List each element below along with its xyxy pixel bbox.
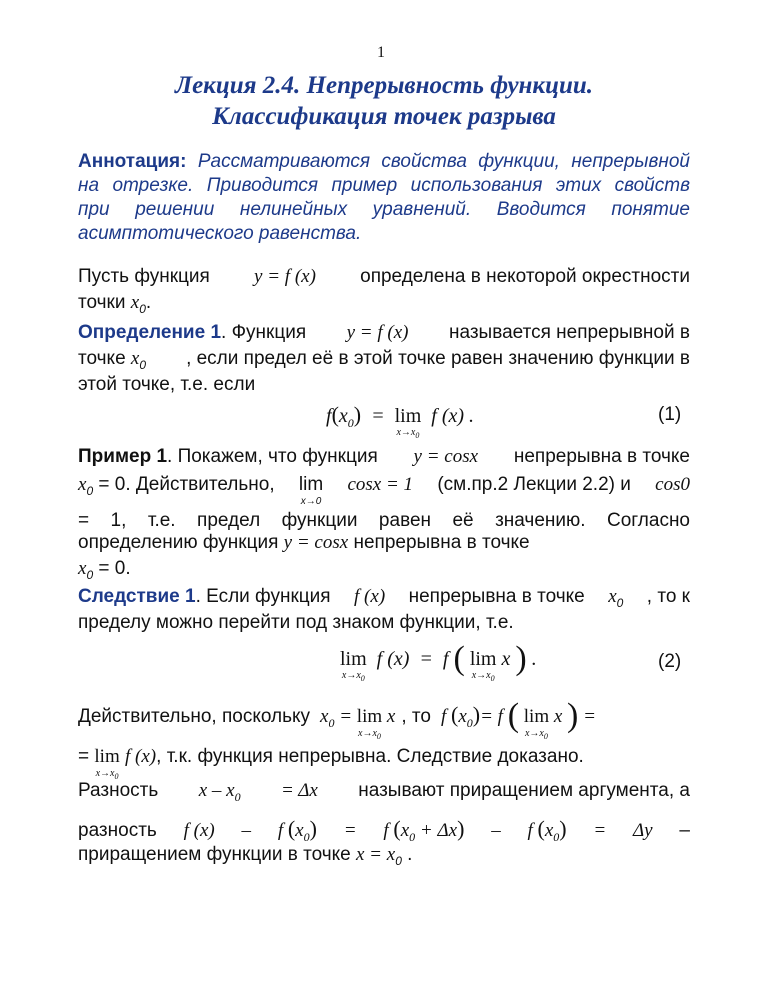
- proof-text: , то: [401, 706, 431, 727]
- var-x: x: [130, 292, 140, 313]
- formula: x – x: [198, 780, 235, 801]
- formula: f (x): [354, 586, 386, 607]
- ex-text: = 0.: [98, 558, 131, 579]
- formula: cosx = 1: [347, 474, 414, 495]
- def-text: называется непрерывной в: [448, 322, 690, 343]
- ex-text: непрерывна в точке: [513, 446, 690, 467]
- cor-text: . Если функция: [195, 586, 331, 607]
- formula: x = x: [356, 844, 396, 865]
- definition-label: Определение 1: [78, 322, 222, 343]
- example-label: Пример 1: [78, 446, 168, 467]
- cor-text: пределу можно перейти под знаком функции, т.е.: [78, 612, 514, 633]
- inc-text: приращением функции в точке: [78, 844, 351, 865]
- increment-paragraph: Разность x – $x_0$ = Δx называют приращением аргумента, а разность f (x) – f $(x_0)$ = f $(x_0 + \Delta x)$ – f $(x_0)$ = Δy – приращением функции в точке $x = x_0$ .: [78, 780, 690, 868]
- intro-paragraph: [78, 266, 690, 314]
- intro-text: точки: [78, 292, 126, 313]
- formula: y = f (x): [346, 322, 409, 343]
- page-number: 1: [377, 44, 385, 61]
- def-text: , если предел её в этой точке равен значению функции в: [186, 348, 690, 369]
- annotation-line: на отрезке. Приводится пример использования этих свойств: [78, 175, 690, 196]
- inc-text: называют приращением аргумента, а: [358, 780, 690, 801]
- ex-text: (см.пр.2 Лекции 2.2) и: [437, 474, 631, 495]
- formula: cos0: [655, 474, 690, 495]
- formula: y = cosx: [413, 446, 479, 467]
- ex-text: непрерывна в точке: [353, 532, 530, 553]
- annotation-line: Рассматриваются свойства функции, непрерывной: [197, 151, 690, 172]
- cor-text: , то к: [646, 586, 690, 607]
- lim-operator: lim: [298, 474, 324, 495]
- equation-number: (1): [658, 404, 682, 425]
- ex-text: определению функция: [78, 532, 279, 553]
- lim-subscript: x→0: [300, 496, 322, 507]
- ex-text: = 1, т.е. предел функции равен её значению. Согласно: [78, 510, 690, 531]
- title-line-1: Лекция 2.4. Непрерывность функции.: [174, 72, 594, 99]
- equation-2: lim $x\to x_0$ f (x) = f ( lim $x\to x_0$ x ) .: [340, 640, 537, 683]
- annotation-label: Аннотация:: [78, 151, 187, 172]
- corollary-1: Следствие 1. Если функция f (x) непрерывна в точке $x_0$ , то к пределу можно перейти под знаком функции, т.е.: [78, 586, 690, 633]
- ex-text: = 0. Действительно,: [98, 474, 275, 495]
- proof-text: , т.к. функция непрерывна. Следствие доказано.: [156, 746, 584, 767]
- intro-text: определена в некоторой окрестности: [360, 266, 690, 287]
- inc-text: разность: [78, 820, 157, 841]
- formula: y = f (x): [254, 266, 316, 287]
- formula: y = cosx: [283, 532, 349, 553]
- inc-text: Разность: [78, 780, 159, 801]
- intro-text: Пусть функция: [78, 266, 210, 287]
- ex-text: . Покажем, что функция: [167, 446, 378, 467]
- subscript: 0: [139, 302, 146, 316]
- inc-text: –: [679, 820, 690, 841]
- annotation: [78, 150, 690, 246]
- title-line-2: Классификация точек разрыва: [212, 103, 556, 130]
- annotation-line: асимптотического равенства.: [78, 223, 362, 244]
- def-text: точке: [78, 348, 126, 369]
- equation-1: $f(x_0) = \lim$ $x\to x_0$ f (x) .: [326, 402, 475, 440]
- formula: = Δx: [281, 780, 318, 801]
- punct: .: [145, 292, 152, 313]
- def-text: . Функция: [221, 322, 307, 343]
- proof: Действительно, поскольку $x_0 = \lim$ $x\to x_0$ x , то f $(x_0)= f$ ( lim $x\to x_0$ x ) = = lim $x\to x_0$ f (x), т.к. функция непрерывна. Следствие доказано.: [78, 697, 596, 781]
- definition-1: Определение 1. Функция y = f (x) называется непрерывной в точке $x_0$ , если предел её в этой точке равен значению функции в этой точке, т.е. если: [78, 322, 690, 395]
- proof-text: Действительно, поскольку: [78, 706, 311, 727]
- example-1: Пример 1. Покажем, что функция y = cosx непрерывна в точке $x_0 = 0$. Действительно, lim x→0 cosx = 1 (см.пр.2 Лекции 2.2) и cos0 = 1, т.е. предел функции равен её значению. Согласно определению функция y = cosx непрерывна в точке $x_0 = 0$.: [78, 446, 690, 582]
- def-text: этой точке, т.е. если: [78, 374, 256, 395]
- annotation-line: при решении нелинейных уравнений. Вводится понятие: [78, 199, 690, 220]
- page-title: [0, 72, 768, 131]
- cor-text: непрерывна в точке: [408, 586, 585, 607]
- corollary-label: Следствие 1: [78, 586, 196, 607]
- formula: Δy: [633, 820, 653, 841]
- proof-text: =: [78, 746, 90, 767]
- equation-number: (2): [658, 651, 682, 672]
